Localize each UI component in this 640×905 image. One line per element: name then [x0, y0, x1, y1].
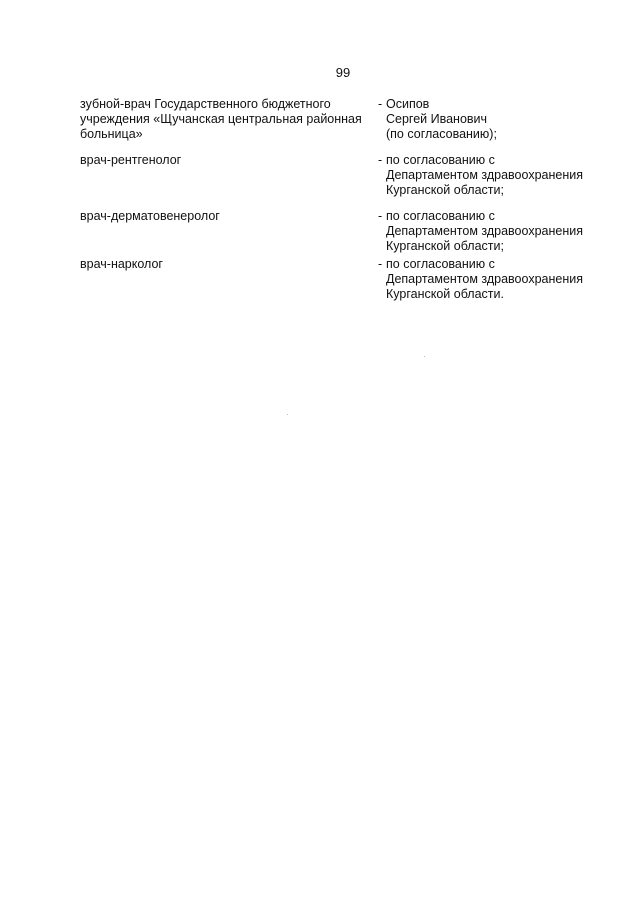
role-text: врач-рентгенолог	[80, 153, 182, 167]
member-info	[378, 257, 600, 307]
member-info-text: по согласованию с Департаментом здравоохранения Курганской области.	[386, 257, 583, 301]
dash-marker: -	[378, 257, 383, 271]
member-info-text: по согласованию с Департаментом здравоохранения Курганской области;	[386, 209, 583, 253]
dash-marker: -	[378, 153, 383, 167]
dash-marker: -	[378, 209, 383, 223]
dash-marker: -	[378, 97, 383, 111]
page-number: 99	[335, 65, 351, 80]
member-info-text: Осипов Сергей Иванович (по согласованию);	[386, 97, 497, 141]
list-item	[80, 153, 600, 209]
list-item	[80, 209, 600, 257]
list-item	[80, 257, 600, 307]
role-text: врач-нарколог	[80, 257, 163, 271]
scan-speck	[287, 414, 288, 415]
member-info	[378, 97, 600, 153]
list-item	[80, 97, 600, 153]
commission-list	[80, 97, 600, 307]
role-text: врач-дерматовенеролог	[80, 209, 220, 223]
scan-speck	[424, 356, 425, 357]
member-info-text: по согласованию с Департаментом здравоохранения Курганской области;	[386, 153, 583, 197]
role-text: зубной-врач Государственного бюджетного учреждения «Щучанская центральная районная больница»	[80, 97, 362, 141]
member-info	[378, 153, 600, 209]
member-info	[378, 209, 600, 257]
